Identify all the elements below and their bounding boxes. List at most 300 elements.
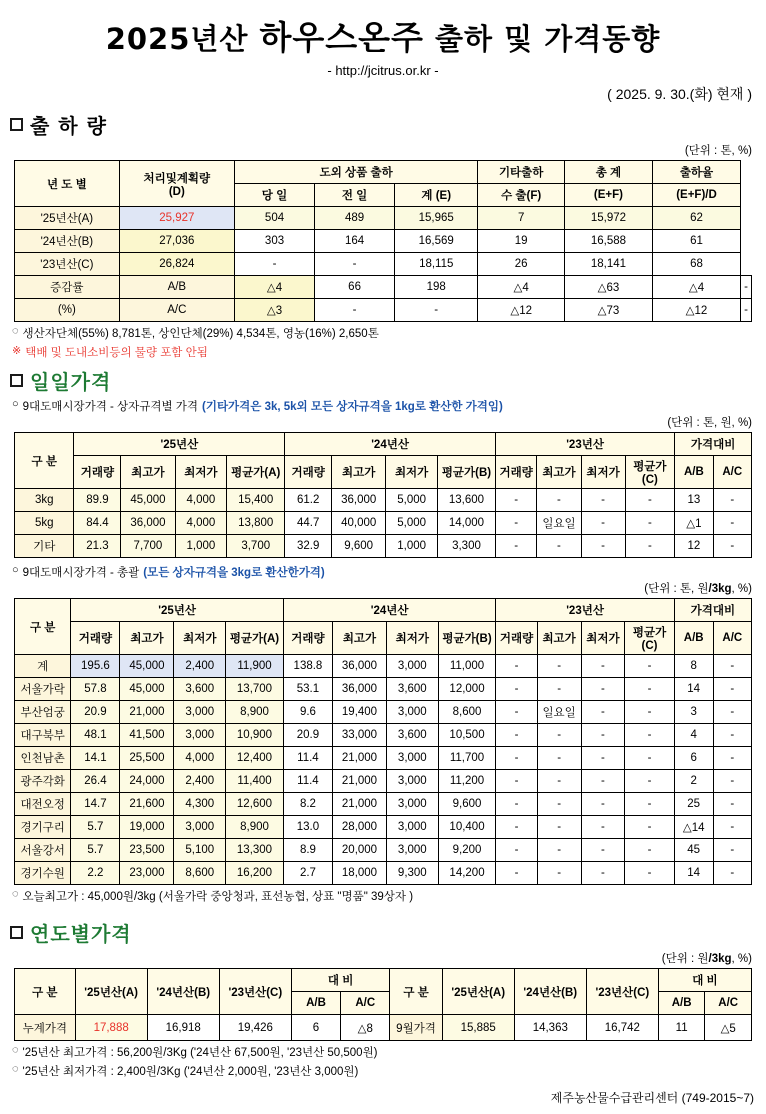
col-avg-25: 평균가(A) <box>227 456 285 489</box>
footer-organization: 제주농산물수급관리센터 (749-2015~7) <box>550 1091 754 1105</box>
cell-vol25: 195.6 <box>71 655 120 678</box>
cell-low23: - <box>581 701 625 724</box>
cell-high25: 19,000 <box>120 816 174 839</box>
cell-low24: 3,000 <box>387 839 439 862</box>
cell-ab: 25 <box>674 793 713 816</box>
cell-change-key: A/B <box>119 276 234 299</box>
cell-vol24: 61.2 <box>285 489 332 512</box>
cell-today: - <box>315 299 395 322</box>
title-part3: 출하 및 가격동향 <box>423 22 661 56</box>
cell-low25: 3,000 <box>174 701 226 724</box>
section-heading-yearly-price <box>10 918 766 947</box>
circle-bullet-icon: ◌ <box>12 325 19 337</box>
table-header-row <box>15 969 752 992</box>
cell-rate: 61 <box>652 230 740 253</box>
cell-high24: 21,000 <box>333 770 387 793</box>
unit-post: , %) <box>731 583 752 595</box>
shipment-note-2-text: 택배 및 도내소비등의 물량 포함 안됨 <box>25 347 208 359</box>
unit-post: , %) <box>731 953 752 965</box>
cell-high24: 18,000 <box>333 862 387 885</box>
cell-vol23: - <box>496 701 537 724</box>
cell-plan: 25,927 <box>119 207 234 230</box>
cell-ac: - <box>713 724 751 747</box>
cell-avg23: - <box>625 839 674 862</box>
circle-bullet-icon: ◌ <box>12 1044 19 1056</box>
unit-bold: /3kg <box>708 953 732 965</box>
cell-low25: 3,000 <box>174 816 226 839</box>
cell-avg25: 8,900 <box>226 816 284 839</box>
cell-low23: - <box>581 816 625 839</box>
col-ab-left: A/B <box>291 992 340 1015</box>
cell-name: 부산엄궁 <box>15 701 71 724</box>
section3-unit <box>0 950 752 966</box>
col-ab: A/B <box>675 456 713 489</box>
col-high-24: 최고가 <box>333 622 387 655</box>
cell-ab: 4 <box>674 724 713 747</box>
cell-low25: 2,400 <box>174 655 226 678</box>
yearly-note-2 <box>12 1063 766 1079</box>
cell-vol24: 20.9 <box>283 724 332 747</box>
col-y23: '23년산 <box>496 599 674 622</box>
cell-low25: 8,600 <box>174 862 226 885</box>
col-y24-right: '24년산(B) <box>514 969 586 1015</box>
col-outside: 도외 상품 출하 <box>234 161 477 184</box>
cell-name: 서울강서 <box>15 839 71 862</box>
col-vol-25: 거래량 <box>74 456 121 489</box>
cell-low24: 3,600 <box>387 678 439 701</box>
cell-vol23: - <box>496 747 537 770</box>
cell-avg25: 10,900 <box>226 724 284 747</box>
cell-high23: - <box>537 793 581 816</box>
cell-rate: - <box>741 299 752 322</box>
cell-plan: 26,824 <box>119 253 234 276</box>
circle-bullet-icon: ◌ <box>12 1063 19 1075</box>
cell-ac: - <box>713 862 751 885</box>
cell-ac: - <box>713 535 751 558</box>
cell-avg23: - <box>625 816 674 839</box>
daily-price-note <box>12 888 766 904</box>
cell-vol23: - <box>496 678 537 701</box>
col-high-23: 최고가 <box>537 456 581 489</box>
cell-avg24: 13,600 <box>438 489 496 512</box>
cell-high25: 21,000 <box>120 701 174 724</box>
yearly-note-2-text: '25년산 최저가격 : 2,400원/3Kg ('24년산 2,000원, '23년산 3,000원) <box>22 1066 359 1078</box>
cell-avg24: 9,200 <box>438 839 496 862</box>
table-row <box>15 276 752 299</box>
cell-vol24: 32.9 <box>285 535 332 558</box>
cell-high25: 21,600 <box>120 793 174 816</box>
cell-low25: 4,000 <box>175 489 227 512</box>
subsection-title-total <box>12 564 766 580</box>
cell-vol25: 20.9 <box>71 701 120 724</box>
cell-high24: 21,000 <box>333 793 387 816</box>
cell-high24: 36,000 <box>332 489 386 512</box>
cell-plan: 27,036 <box>119 230 234 253</box>
cell-ac-right: △5 <box>705 1015 752 1041</box>
col-avg-23: 평균가(C) <box>625 456 675 489</box>
cell-vol23: - <box>496 862 537 885</box>
cell-avg23: - <box>625 862 674 885</box>
cell-high25: 23,500 <box>120 839 174 862</box>
title-part2: 하우스온주 <box>259 18 424 57</box>
cell-vol25: 5.7 <box>71 839 120 862</box>
cell-today: 303 <box>234 230 314 253</box>
section-heading-daily-price <box>10 366 766 395</box>
cell-name: 대전오정 <box>15 793 71 816</box>
cell-ab: 13 <box>675 489 713 512</box>
table-row <box>15 535 752 558</box>
col-ac-left: A/C <box>341 992 390 1015</box>
subsection-title-total-text: 9대도매시장가격 - 총괄 <box>22 567 140 579</box>
cell-export: 19 <box>478 230 565 253</box>
cell-ab: 6 <box>674 747 713 770</box>
section2-sub1-unit: (단위 : 톤, 원, %) <box>667 417 752 429</box>
cell-avg24: 9,600 <box>438 793 496 816</box>
col-total: 총 계 <box>565 161 653 184</box>
cell-high24: 36,000 <box>333 655 387 678</box>
col-prev: 전 일 <box>315 184 395 207</box>
cell-high24: 36,000 <box>333 678 387 701</box>
cell-high23: - <box>537 535 581 558</box>
report-date: ( 2025. 9. 30.(화) 현재 ) <box>607 86 752 102</box>
table-row <box>15 747 752 770</box>
cell-avg25: 11,400 <box>226 770 284 793</box>
cell-y24-left: 16,918 <box>147 1015 219 1041</box>
col-y24: '24년산 <box>283 599 496 622</box>
col-plan-l1: 처리및계획량 <box>143 172 211 185</box>
cell-high24: 20,000 <box>333 839 387 862</box>
cell-low23: - <box>581 770 625 793</box>
table-row <box>15 793 752 816</box>
cell-low24: 1,000 <box>386 535 438 558</box>
cell-high25: 36,000 <box>121 512 175 535</box>
col-compare-left: 대 비 <box>291 969 390 992</box>
col-today: 당 일 <box>234 184 314 207</box>
cell-high23: - <box>537 862 581 885</box>
cell-avg25: 3,700 <box>227 535 285 558</box>
cell-low24: 5,000 <box>386 512 438 535</box>
cell-today: 66 <box>315 276 395 299</box>
cell-ab: 14 <box>674 862 713 885</box>
cell-name: 5kg <box>15 512 74 535</box>
cell-high24: 28,000 <box>333 816 387 839</box>
daily-price-note-text: 오늘최고가 : 45,000원/3kg (서울가락 중앙청과, 표선농협, 상표 "명품" 39상자 ) <box>22 891 414 903</box>
table-row <box>15 770 752 793</box>
cell-low24: 3,000 <box>387 816 439 839</box>
cell-total: 18,141 <box>565 253 653 276</box>
cell-avg23: - <box>625 678 674 701</box>
subsection-title-size-text: 9대도매시장가격 - 상자규격별 가격 <box>22 401 198 413</box>
col-vol-25: 거래량 <box>71 622 120 655</box>
col-y23-left: '23년산(C) <box>219 969 291 1015</box>
col-rate: 출하율 <box>652 161 740 184</box>
cell-high25: 45,000 <box>120 678 174 701</box>
cell-ab: 2 <box>674 770 713 793</box>
cell-high25: 7,700 <box>121 535 175 558</box>
cell-name: 경기수원 <box>15 862 71 885</box>
cell-vol25: 14.1 <box>71 747 120 770</box>
cell-change-label: (%) <box>15 299 120 322</box>
square-bullet-icon <box>10 926 23 939</box>
cell-avg25: 12,400 <box>226 747 284 770</box>
title-part1: 2025년산 <box>105 22 260 56</box>
col-sum: 계 (E) <box>395 184 478 207</box>
table-header-row <box>15 433 752 456</box>
cell-y25-right: 15,885 <box>442 1015 514 1041</box>
price-by-size-table <box>14 432 752 558</box>
cell-high23: - <box>537 747 581 770</box>
cell-avg23: - <box>625 793 674 816</box>
cell-avg23: - <box>625 770 674 793</box>
cell-name: 경기구리 <box>15 816 71 839</box>
cell-avg24: 12,000 <box>438 678 496 701</box>
cell-ac: - <box>713 839 751 862</box>
square-bullet-icon <box>10 118 23 131</box>
col-high-25: 최고가 <box>120 622 174 655</box>
cell-ab: △14 <box>674 816 713 839</box>
cell-vol23: - <box>496 839 537 862</box>
cell-high23: - <box>537 770 581 793</box>
cell-change-key: A/C <box>119 299 234 322</box>
cell-vol25: 48.1 <box>71 724 120 747</box>
cell-total: 15,972 <box>565 207 653 230</box>
cell-export: 7 <box>478 207 565 230</box>
circle-bullet-icon: ○ <box>12 564 19 576</box>
cell-vol25: 2.2 <box>71 862 120 885</box>
cell-ab: 3 <box>674 701 713 724</box>
shipment-note-1 <box>12 325 766 341</box>
cell-low23: - <box>581 862 625 885</box>
col-y25-right: '25년산(A) <box>442 969 514 1015</box>
table-row <box>15 207 752 230</box>
cell-vol23: - <box>496 655 537 678</box>
cell-row-name-right: 9월가격 <box>390 1015 442 1041</box>
cell-low23: - <box>581 839 625 862</box>
cell-plan: △3 <box>234 299 314 322</box>
cell-high25: 24,000 <box>120 770 174 793</box>
yearly-note-1-text: '25년산 최고가격 : 56,200원/3Kg ('24년산 67,500원, '23년산 50,500원) <box>22 1047 378 1059</box>
col-ab-right: A/B <box>658 992 704 1015</box>
cell-low25: 3,600 <box>174 678 226 701</box>
cell-y24-right: 14,363 <box>514 1015 586 1041</box>
cell-avg23: - <box>625 724 674 747</box>
cell-avg25: 16,200 <box>226 862 284 885</box>
cell-export: 26 <box>478 253 565 276</box>
cell-vol25: 89.9 <box>74 489 121 512</box>
cell-plan: △4 <box>234 276 314 299</box>
cell-vol24: 8.2 <box>283 793 332 816</box>
unit-pre: (단위 : 원 <box>661 953 709 965</box>
cell-sum: △12 <box>478 299 565 322</box>
cell-name: 대구북부 <box>15 724 71 747</box>
col-ac: A/C <box>713 456 751 489</box>
cell-high25: 45,000 <box>120 655 174 678</box>
cell-prev: 489 <box>315 207 395 230</box>
col-y25-left: '25년산(A) <box>75 969 147 1015</box>
cell-low23: - <box>581 535 625 558</box>
cell-vol24: 2.7 <box>283 862 332 885</box>
cell-vol23: - <box>495 512 537 535</box>
cell-export: △63 <box>565 276 653 299</box>
cell-name: 광주각화 <box>15 770 71 793</box>
col-low-23: 최저가 <box>581 456 625 489</box>
cell-total: 16,588 <box>565 230 653 253</box>
yearly-note-1 <box>12 1044 766 1060</box>
cell-low25: 5,100 <box>174 839 226 862</box>
col-rate-sub: (E+F)/D <box>652 184 740 207</box>
cell-vol24: 138.8 <box>283 655 332 678</box>
col-gubun: 구 분 <box>15 599 71 655</box>
cell-low24: 3,000 <box>387 793 439 816</box>
cell-ac: - <box>713 655 751 678</box>
cell-prev: - <box>395 299 478 322</box>
cell-high23: - <box>537 816 581 839</box>
cell-avg23: - <box>625 655 674 678</box>
cell-avg24: 11,000 <box>438 655 496 678</box>
cell-avg25: 13,800 <box>227 512 285 535</box>
table-row <box>15 839 752 862</box>
cell-low23: - <box>581 747 625 770</box>
col-ac-right: A/C <box>705 992 752 1015</box>
cell-name: 기타 <box>15 535 74 558</box>
cell-ac: - <box>713 816 751 839</box>
cell-avg24: 14,200 <box>438 862 496 885</box>
cell-ab-left: 6 <box>291 1015 340 1041</box>
square-bullet-icon <box>10 374 23 387</box>
cell-avg23: - <box>625 512 675 535</box>
cell-avg24: 8,600 <box>438 701 496 724</box>
cell-avg24: 14,000 <box>438 512 496 535</box>
col-ac: A/C <box>713 622 751 655</box>
cell-high23: - <box>537 839 581 862</box>
unit-pre: (단위 : 톤, 원 <box>644 583 709 595</box>
cell-vol25: 84.4 <box>74 512 121 535</box>
col-avg-24: 평균가(B) <box>438 456 496 489</box>
col-vol-23: 거래량 <box>496 622 537 655</box>
cell-high24: 19,400 <box>333 701 387 724</box>
cell-y25-left: 17,888 <box>75 1015 147 1041</box>
cell-today: 504 <box>234 207 314 230</box>
col-vol-24: 거래량 <box>285 456 332 489</box>
price-total-table <box>14 598 752 885</box>
cell-vol25: 21.3 <box>74 535 121 558</box>
table-header-row-2 <box>15 456 752 489</box>
col-y25: '25년산 <box>74 433 285 456</box>
col-compare: 가격대비 <box>674 599 751 622</box>
cell-sum: 15,965 <box>395 207 478 230</box>
cell-high25: 41,500 <box>120 724 174 747</box>
cell-avg25: 15,400 <box>227 489 285 512</box>
cell-vol23: - <box>496 793 537 816</box>
table-row <box>15 724 752 747</box>
cell-vol25: 14.7 <box>71 793 120 816</box>
cell-vol23: - <box>496 816 537 839</box>
cell-low25: 4,000 <box>175 512 227 535</box>
cell-low25: 4,300 <box>174 793 226 816</box>
col-high-23: 최고가 <box>537 622 581 655</box>
cell-avg23: - <box>625 535 675 558</box>
cell-sum: △4 <box>478 276 565 299</box>
cell-today: - <box>234 253 314 276</box>
cell-year: '23년산(C) <box>15 253 120 276</box>
cell-name: 3kg <box>15 489 74 512</box>
cell-export: △73 <box>565 299 653 322</box>
col-avg-24: 평균가(B) <box>438 622 496 655</box>
cell-prev: 198 <box>395 276 478 299</box>
cell-vol24: 13.0 <box>283 816 332 839</box>
cell-ab: 12 <box>675 535 713 558</box>
cell-vol23: - <box>496 770 537 793</box>
cell-low24: 3,000 <box>387 655 439 678</box>
cell-ac: - <box>713 489 751 512</box>
cell-high24: 21,000 <box>333 747 387 770</box>
cell-low24: 9,300 <box>387 862 439 885</box>
subsection-title-total-note: (모든 상자규격을 3kg로 환산한가격) <box>143 567 325 579</box>
cell-ac: - <box>713 678 751 701</box>
section3-title: 연도별가격 <box>30 922 132 946</box>
document-page <box>0 12 766 1106</box>
cell-low23: - <box>581 724 625 747</box>
cell-high23: 일요일 <box>537 701 581 724</box>
cell-sum: 16,569 <box>395 230 478 253</box>
table-row <box>15 678 752 701</box>
cell-avg24: 10,400 <box>438 816 496 839</box>
cell-avg23: - <box>625 747 674 770</box>
col-other: 기타출하 <box>478 161 565 184</box>
cell-low25: 1,000 <box>175 535 227 558</box>
cell-ac: - <box>713 701 751 724</box>
cell-low25: 4,000 <box>174 747 226 770</box>
col-avg-25: 평균가(A) <box>226 622 284 655</box>
section1-title: 출 하 량 <box>30 114 107 138</box>
circle-bullet-icon: ◌ <box>12 888 19 900</box>
cell-vol23: - <box>495 489 537 512</box>
table-row <box>15 1015 752 1041</box>
col-ab: A/B <box>674 622 713 655</box>
cell-rate: - <box>741 276 752 299</box>
subsection-title-size-note: (기타가격은 3k, 5k외 모든 상자규격을 1kg로 환산한 가격임) <box>202 401 503 413</box>
cell-low24: 3,600 <box>387 724 439 747</box>
table-row <box>15 512 752 535</box>
shipment-note-1-text: 생산자단체(55%) 8,781톤, 상인단체(29%) 4,534톤, 영농(16%) 2,650톤 <box>22 328 379 340</box>
col-y24-left: '24년산(B) <box>147 969 219 1015</box>
cell-year: '25년산(A) <box>15 207 120 230</box>
source-url[interactable]: - http://jcitrus.or.kr - <box>327 63 439 78</box>
shipment-table <box>14 160 752 322</box>
col-low-24: 최저가 <box>386 456 438 489</box>
cell-ab: 8 <box>674 655 713 678</box>
section2-sub2-unit <box>0 580 752 596</box>
col-low-24: 최저가 <box>387 622 439 655</box>
cell-name: 계 <box>15 655 71 678</box>
yearly-price-table <box>14 968 752 1041</box>
cell-total: △4 <box>652 276 740 299</box>
col-plan <box>119 161 234 207</box>
page-title <box>0 12 766 59</box>
cell-vol23: - <box>495 535 537 558</box>
section2-title: 일일가격 <box>30 370 112 394</box>
cell-low23: - <box>581 489 625 512</box>
col-compare-right: 대 비 <box>658 969 751 992</box>
col-low-23: 최저가 <box>581 622 625 655</box>
cell-high25: 23,000 <box>120 862 174 885</box>
section1-unit: (단위 : 톤, %) <box>684 145 752 157</box>
cell-low24: 3,000 <box>387 770 439 793</box>
cell-high23: - <box>537 489 581 512</box>
cell-vol24: 53.1 <box>283 678 332 701</box>
cell-high24: 40,000 <box>332 512 386 535</box>
cell-vol24: 9.6 <box>283 701 332 724</box>
